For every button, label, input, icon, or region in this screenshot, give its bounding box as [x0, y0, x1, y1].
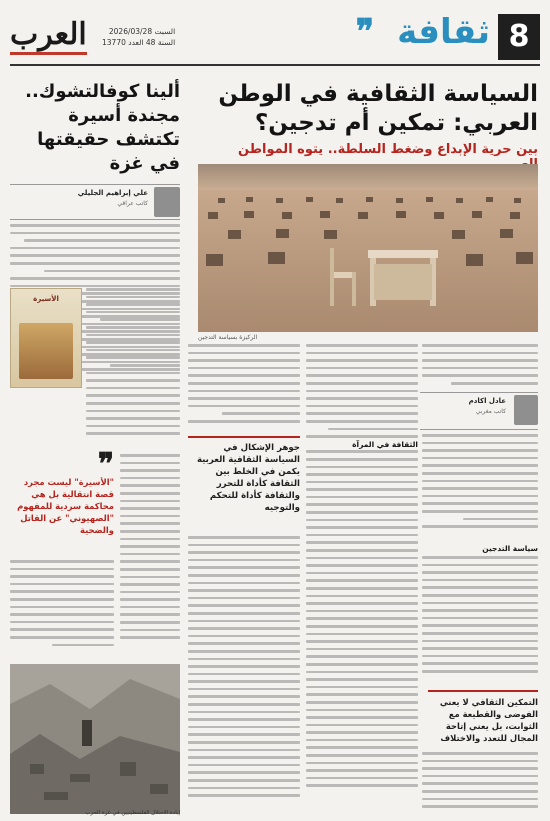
side-story-headline: ألينا كوفالتشوك.. مجندة أسيرة تكتشف حقيقتها في غزة: [25, 81, 180, 174]
side-story-body-4: [10, 560, 114, 656]
book-cover: [10, 288, 82, 388]
photo-caption: الركيزة بسياسة التدجين: [198, 334, 258, 341]
side-author-role: كاتب عراقي: [117, 200, 148, 207]
book-cover-art: [19, 323, 73, 379]
desert-desks-image: [198, 164, 538, 332]
side-story-body-2: [86, 288, 180, 448]
quote-icon: ❞: [97, 447, 114, 482]
right-pull-quote: [428, 690, 538, 744]
main-author-avatar: [514, 395, 538, 425]
page-number: 8: [498, 14, 540, 60]
main-subheadline: بين حرية الإبداع وضغط السلطة.. يتوه المواطن: [238, 142, 538, 157]
issue-number: السنة 48 العدد 13770: [102, 38, 176, 47]
main-author-name: عادل اكادم: [468, 397, 506, 405]
gaza-photo: [10, 664, 180, 814]
main-author-role: كاتب مغربي: [475, 408, 506, 415]
section-name: ثقافة: [397, 12, 490, 52]
main-author-box: [420, 392, 538, 430]
newspaper-logo: العرب: [10, 18, 87, 55]
gaza-photo-caption: إبادة الاحتلال الفلسطينيين في غزة الحرب: [85, 810, 180, 816]
main-story-body-right-2: [422, 556, 538, 682]
main-story-body-right: [422, 434, 538, 534]
rubble-image: [10, 664, 180, 814]
main-story-body-middle: [306, 344, 418, 812]
main-headline: السياسة الثقافية في الوطن العربي: تمكين أم تدجين؟: [218, 81, 538, 136]
main-story-body-right-3: [422, 752, 538, 812]
subhead-mirror: الثقافة في المرآة: [306, 440, 418, 449]
main-story-intro: [422, 344, 538, 388]
author-avatar: [154, 187, 180, 217]
page-header: [10, 6, 540, 66]
side-author-name: علي إبراهيم الجليلي: [77, 189, 148, 197]
side-pull-quote: [14, 447, 114, 536]
issue-info: [102, 26, 175, 48]
main-story-body-center-2: [188, 536, 300, 812]
side-author-box: [10, 184, 180, 220]
right-pull-quote-text: التمكين الثقافي لا يعني الفوضى والقطيعة مع الثوابت، بل يعني إتاحة المجال للتعدد والاختلاف: [439, 697, 538, 743]
side-pull-quote-text: "الأسيرة" ليست مجرد قصة انتقالية بل هي محاكمة سردية للمفهوم "الصهيوني" عن القاتل والضحية: [17, 477, 114, 535]
book-title: الأسيرة: [33, 295, 59, 303]
main-story-body-center: [188, 344, 300, 430]
subhead-taming: سياسة التدجين: [482, 544, 538, 553]
issue-date: السبت 2026/03/28: [108, 27, 176, 36]
side-story-body-3: [120, 454, 180, 654]
center-pull-quote: [188, 436, 300, 514]
center-pull-quote-text: جوهر الإشكال في السياسة الثقافية العربية يكمن في الخلط بين الثقافة كأداة للتحرر والثقافة كأداة للتحكم والتوجيه: [196, 443, 300, 513]
quote-icon: ❞: [355, 12, 374, 52]
main-photo: [198, 164, 538, 332]
